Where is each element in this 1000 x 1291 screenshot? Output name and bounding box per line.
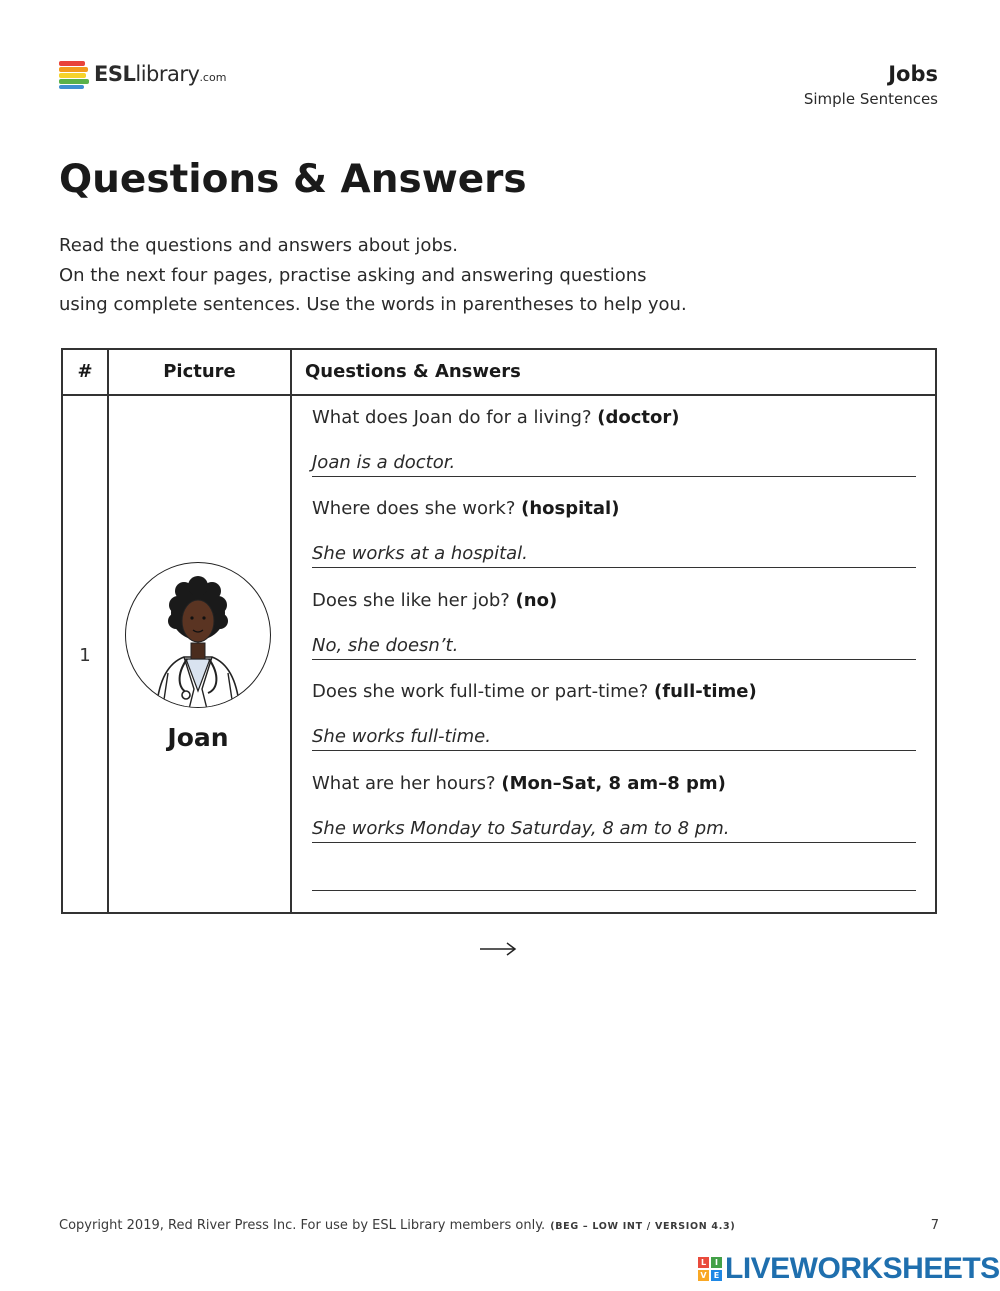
level-version: (BEG – LOW INT / VERSION 4.3) — [550, 1221, 736, 1232]
instructions — [59, 231, 939, 320]
qa-pair — [312, 406, 916, 497]
header-questions-answers: Questions & Answers — [305, 361, 521, 382]
header-picture: Picture — [163, 361, 236, 382]
answer-line[interactable]: Joan is a doctor. — [312, 450, 916, 477]
hint: (doctor) — [597, 407, 680, 428]
liveworksheets-watermark — [698, 1254, 1000, 1284]
qa-pair — [312, 772, 916, 863]
question: What does Joan do for a living? (doctor) — [312, 407, 680, 428]
header-number: # — [77, 361, 93, 382]
doctor-icon — [125, 562, 271, 708]
question: Where does she work? (hospital) — [312, 498, 620, 520]
column-divider — [290, 350, 292, 912]
column-divider — [107, 350, 109, 912]
hint: (full-time) — [654, 681, 757, 703]
worksheet-topic: Jobs — [888, 62, 938, 86]
qa-pair — [312, 680, 916, 771]
question: Does she like her job? (no) — [312, 589, 558, 611]
hint: (Mon–Sat, 8 am–8 pm) — [501, 772, 726, 794]
qa-pair — [312, 497, 916, 588]
answer-line[interactable]: She works at a hospital. — [312, 541, 916, 568]
hint: (no) — [515, 589, 558, 611]
right-arrow-icon[interactable] — [479, 940, 517, 958]
person-name: Joan — [167, 723, 229, 752]
worksheet-subtopic: Simple Sentences — [803, 90, 938, 108]
qa-table — [61, 348, 937, 914]
page-number: 7 — [930, 1218, 939, 1233]
question: What are her hours? (Mon–Sat, 8 am–8 pm) — [312, 772, 726, 794]
qa-list — [312, 406, 916, 863]
logo-wordmark: ESLlibrary.com — [94, 62, 227, 86]
qa-pair — [312, 589, 916, 680]
answer-line[interactable]: No, she doesn’t. — [312, 633, 916, 660]
row-number: 1 — [79, 645, 91, 666]
blank-answer-line[interactable] — [312, 890, 916, 891]
liveworksheets-wordmark: LIVEWORKSHEETS — [725, 1252, 1000, 1285]
answer-line[interactable]: She works full-time. — [312, 724, 916, 751]
instruction-line: using complete sentences. Use the words in parentheses to help you. — [59, 294, 687, 315]
instruction-line: On the next four pages, practise asking and answering questions — [59, 264, 647, 286]
copyright-notice: Copyright 2019, Red River Press Inc. For use by ESL Library members only. (BEG – LOW INT / VERSION 4.3) — [59, 1218, 736, 1233]
liveworksheets-logo-icon: L I V E — [698, 1257, 722, 1281]
stacked-books-icon — [59, 59, 89, 89]
page-title: Questions & Answers — [59, 157, 527, 202]
hint: (hospital) — [521, 498, 620, 520]
question: Does she work full-time or part-time? (full-time) — [312, 681, 757, 703]
esl-library-logo — [59, 58, 226, 90]
answer-line[interactable]: She works Monday to Saturday, 8 am to 8 pm. — [312, 816, 916, 843]
instruction-line: Read the questions and answers about jobs. — [59, 235, 458, 256]
worksheet-header — [804, 60, 938, 110]
